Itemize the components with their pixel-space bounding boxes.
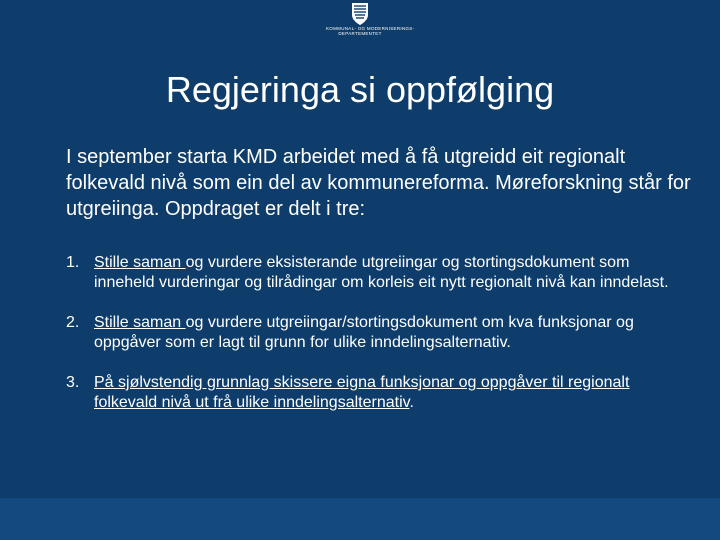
list-item-tail: . xyxy=(664,274,669,291)
list-item xyxy=(66,253,686,293)
slide-title: Regjeringa si oppfølging xyxy=(165,69,555,110)
list-item xyxy=(66,313,686,353)
list-item-lead: Stille saman xyxy=(94,254,186,271)
list-item xyxy=(66,373,686,413)
list-number: 3. xyxy=(66,374,80,391)
list-number: 2. xyxy=(66,314,80,331)
ministry-logo xyxy=(326,2,415,46)
task-list xyxy=(66,253,686,413)
list-item-text: og vurdere eksisterande utgreiingar og stortingsdokument som inneheld vurderingar og tilrådingar om korleis eit nytt regionalt nivå kan inndelast xyxy=(94,254,665,291)
logo-text-line-2: DEPARTEMENTET xyxy=(338,31,382,36)
intro-paragraph: I september starta KMD arbeidet med å få utgreidd eit regionalt folkevald nivå som ein del av kommunereforma. Møreforskning står for utgreiinga. Oppdraget er delt i tre: xyxy=(66,146,691,220)
coat-of-arms-icon xyxy=(350,2,370,26)
logo-text-line-1: KOMMUNAL- OG MODERNISERINGS- xyxy=(326,26,415,31)
list-item-lead: Stille saman xyxy=(94,314,186,331)
list-item-tail: . xyxy=(409,394,414,411)
footer-band xyxy=(0,498,720,540)
list-item-text: og vurdere utgreiingar/stortingsdokument om kva funksjonar og oppgåver som er lagt til grunn for ulike inndelingsalternativ. xyxy=(94,314,634,351)
list-item-lead: På sjølvstendig grunnlag skissere eigna funksjonar og oppgåver til regionalt folkevald nivå ut frå ulike inndelingsalternativ xyxy=(94,374,630,411)
list-number: 1. xyxy=(66,254,80,271)
